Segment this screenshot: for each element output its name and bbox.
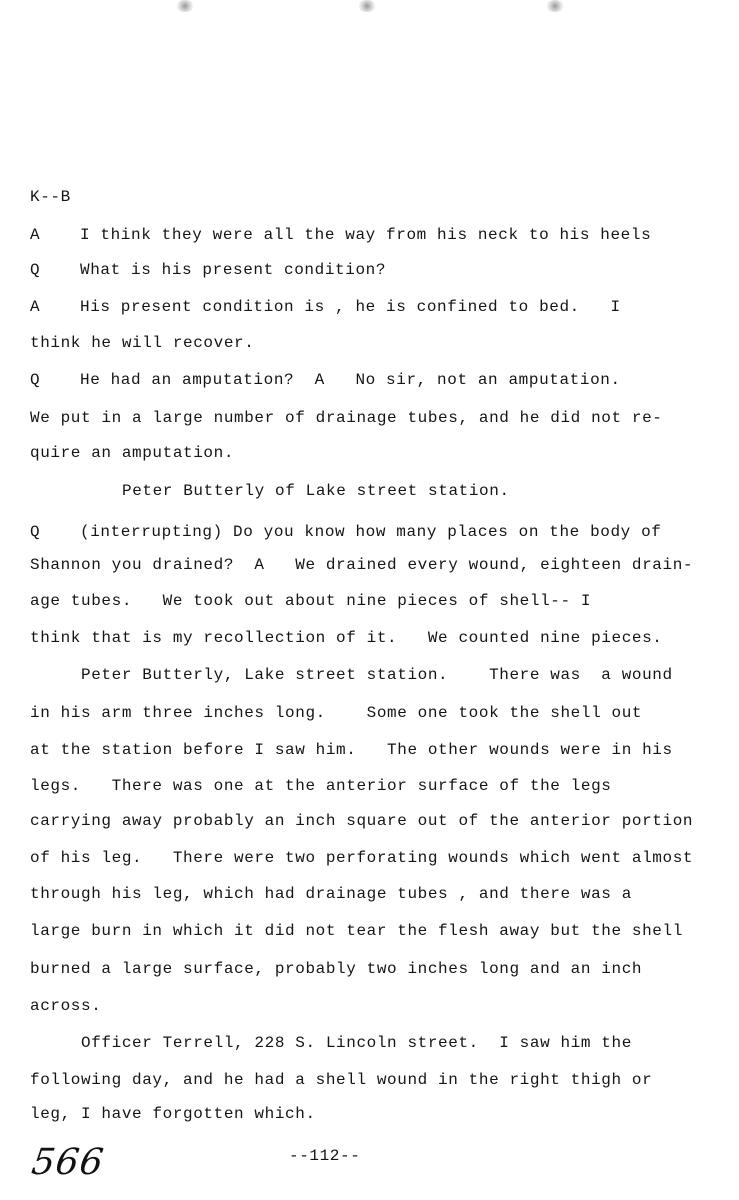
body-line: across. [30,997,102,1015]
qa-tag: Q [30,261,41,279]
body-line: think that is my recollection of it. We counted nine pieces. [30,629,663,647]
body-line: legs. There was one at the anterior surface of the legs [30,777,612,795]
body-line: think he will recover. [30,334,255,352]
punch-mark [545,0,565,12]
handwritten-page-number: 566 [29,1142,107,1183]
qa-text: What is his present condition? [80,261,387,279]
witness-heading: Peter Butterly of Lake street station. [122,482,510,500]
body-line: through his leg, which had drainage tubes , and there was a [30,885,632,903]
punch-mark [357,0,377,12]
body-line: burned a large surface, probably two inches long and an inch [30,960,643,978]
body-line: Shannon you drained? A We drained every wound, eighteen drain- [30,556,694,574]
qa-tag: Q [30,523,41,541]
qa-text: His present condition is , he is confined to bed. I [80,298,621,316]
body-line: quire an amputation. [30,444,235,462]
body-line: following day, and he had a shell wound in the right thigh or [30,1071,653,1089]
punch-mark [175,0,195,12]
body-line: Peter Butterly, Lake street station. There was a wound [30,666,673,684]
body-line: at the station before I saw him. The other wounds were in his [30,741,673,759]
body-line: carrying away probably an inch square out of the anterior portion [30,812,694,830]
body-line: of his leg. There were two perforating wounds which went almost [30,849,694,867]
page-number: --112-- [289,1147,361,1165]
body-line: We put in a large number of drainage tubes, and he did not re- [30,409,663,427]
qa-text: He had an amputation? A No sir, not an amputation. [80,371,621,389]
section-header: K--B [30,188,71,206]
body-line: leg, I have forgotten which. [30,1105,316,1123]
qa-text: I think they were all the way from his neck to his heels [80,226,652,244]
qa-text: (interrupting) Do you know how many places on the body of [80,523,662,541]
qa-tag: Q [30,371,41,389]
body-line: age tubes. We took out about nine pieces of shell-- I [30,592,592,610]
body-line: in his arm three inches long. Some one took the shell out [30,704,643,722]
qa-tag: A [30,226,41,244]
body-line: large burn in which it did not tear the flesh away but the shell [30,922,683,940]
qa-tag: A [30,298,41,316]
body-line: Officer Terrell, 228 S. Lincoln street. I saw him the [30,1034,632,1052]
